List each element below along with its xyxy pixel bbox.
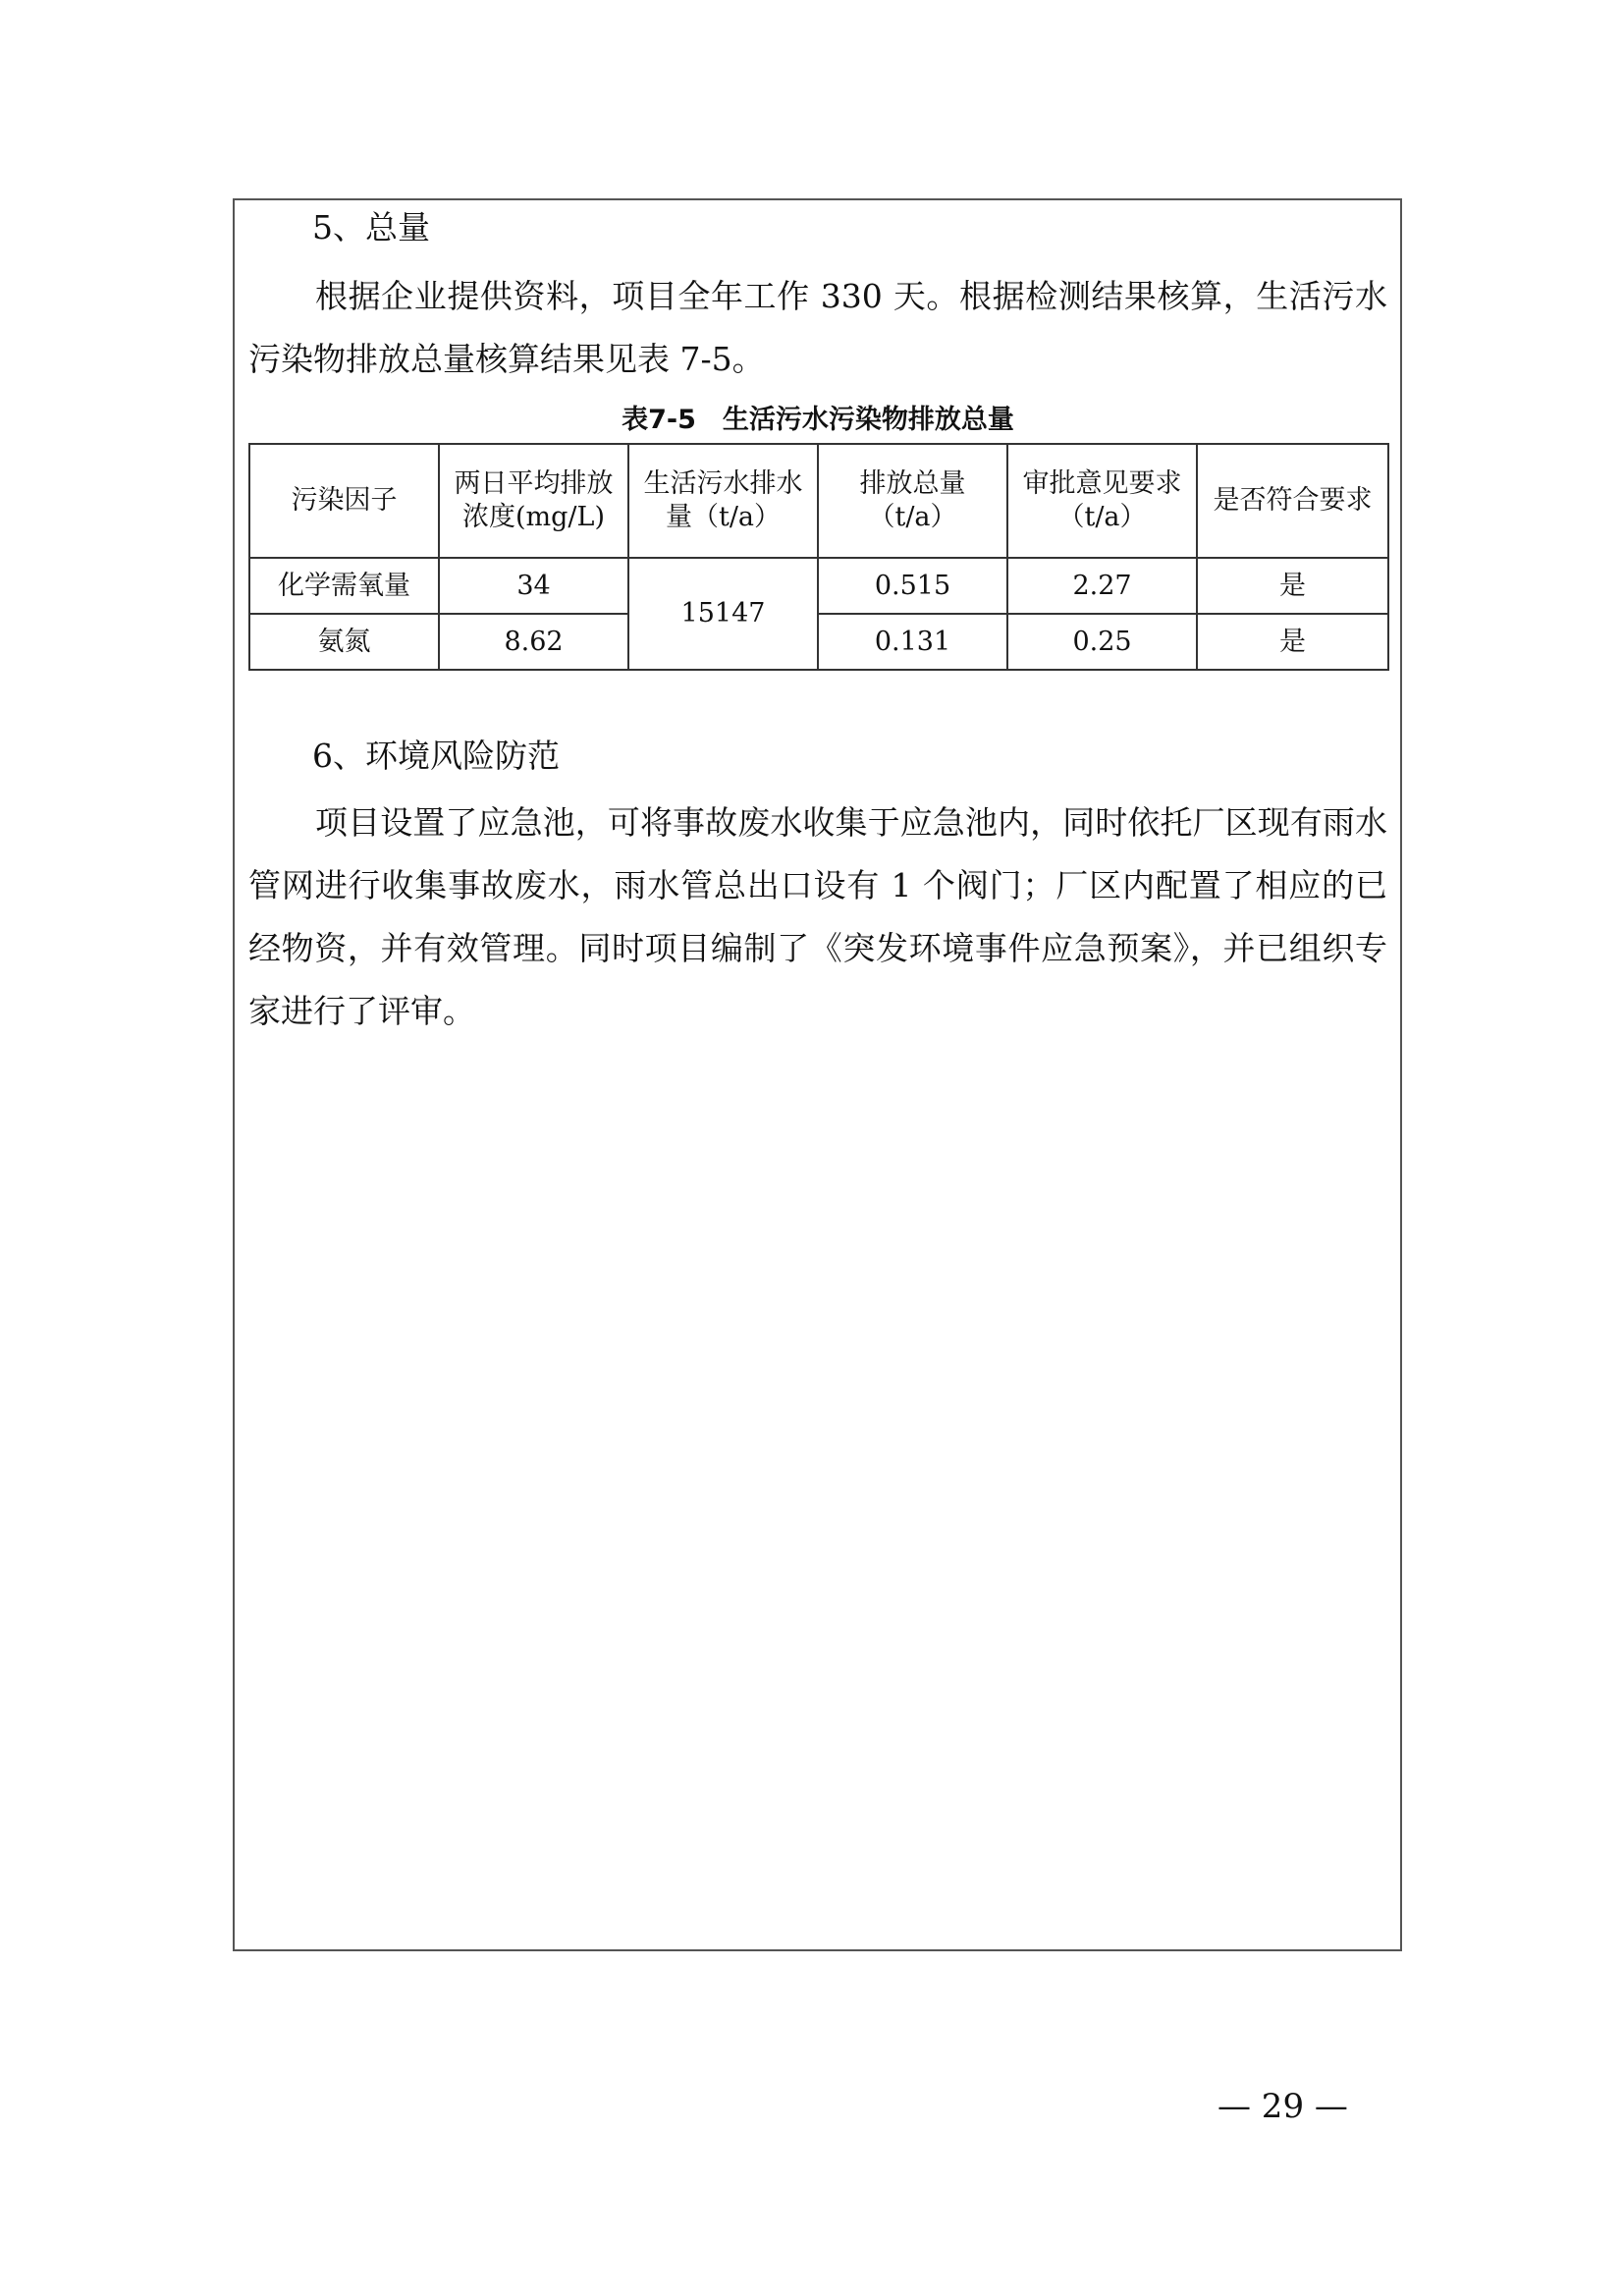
table-row [249, 558, 1388, 614]
cell-factor: 化学需氧量 [249, 558, 439, 614]
section-6-heading: 6、环境风险防范 [312, 737, 560, 775]
cell-concentration: 8.62 [439, 614, 628, 670]
cell-total-emission: 0.515 [818, 558, 1007, 614]
section-6-paragraph: 项目设置了应急池，可将事故废水收集于应急池内，同时依托厂区现有雨水管网进行收集事故废水，雨水管总出口设有 1 个阀门；厂区内配置了相应的已经物资，并有效管理。同时项目编制了《突发环境事件应急预案》，并已组织专家进行了评审。 [248, 803, 1387, 1030]
header-compliant: 是否符合要求 [1197, 444, 1388, 558]
header-concentration: 两日平均排放浓度(mg/L) [439, 444, 628, 558]
header-factor: 污染因子 [249, 444, 439, 558]
cell-factor: 氨氮 [249, 614, 439, 670]
table-header-row [249, 444, 1388, 558]
header-approved-limit: 审批意见要求（t/a） [1007, 444, 1197, 558]
page-number: — 29 — [1217, 2087, 1348, 2126]
cell-compliant: 是 [1197, 558, 1388, 614]
cell-total-emission: 0.131 [818, 614, 1007, 670]
emission-table [248, 443, 1389, 671]
header-water-volume: 生活污水排水量（t/a） [628, 444, 818, 558]
cell-approved-limit: 0.25 [1007, 614, 1197, 670]
table-row [249, 614, 1388, 670]
cell-water-volume: 15147 [628, 558, 818, 670]
cell-approved-limit: 2.27 [1007, 558, 1197, 614]
section-5-paragraph: 根据企业提供资料，项目全年工作 330 天。根据检测结果核算，生活污水污染物排放总量核算结果见表 7-5。 [248, 277, 1387, 378]
table-caption: 表7-5 生活污水污染物排放总量 [622, 405, 1014, 435]
cell-concentration: 34 [439, 558, 628, 614]
header-total-emission: 排放总量（t/a） [818, 444, 1007, 558]
cell-compliant: 是 [1197, 614, 1388, 670]
section-5-heading: 5、总量 [312, 208, 430, 246]
